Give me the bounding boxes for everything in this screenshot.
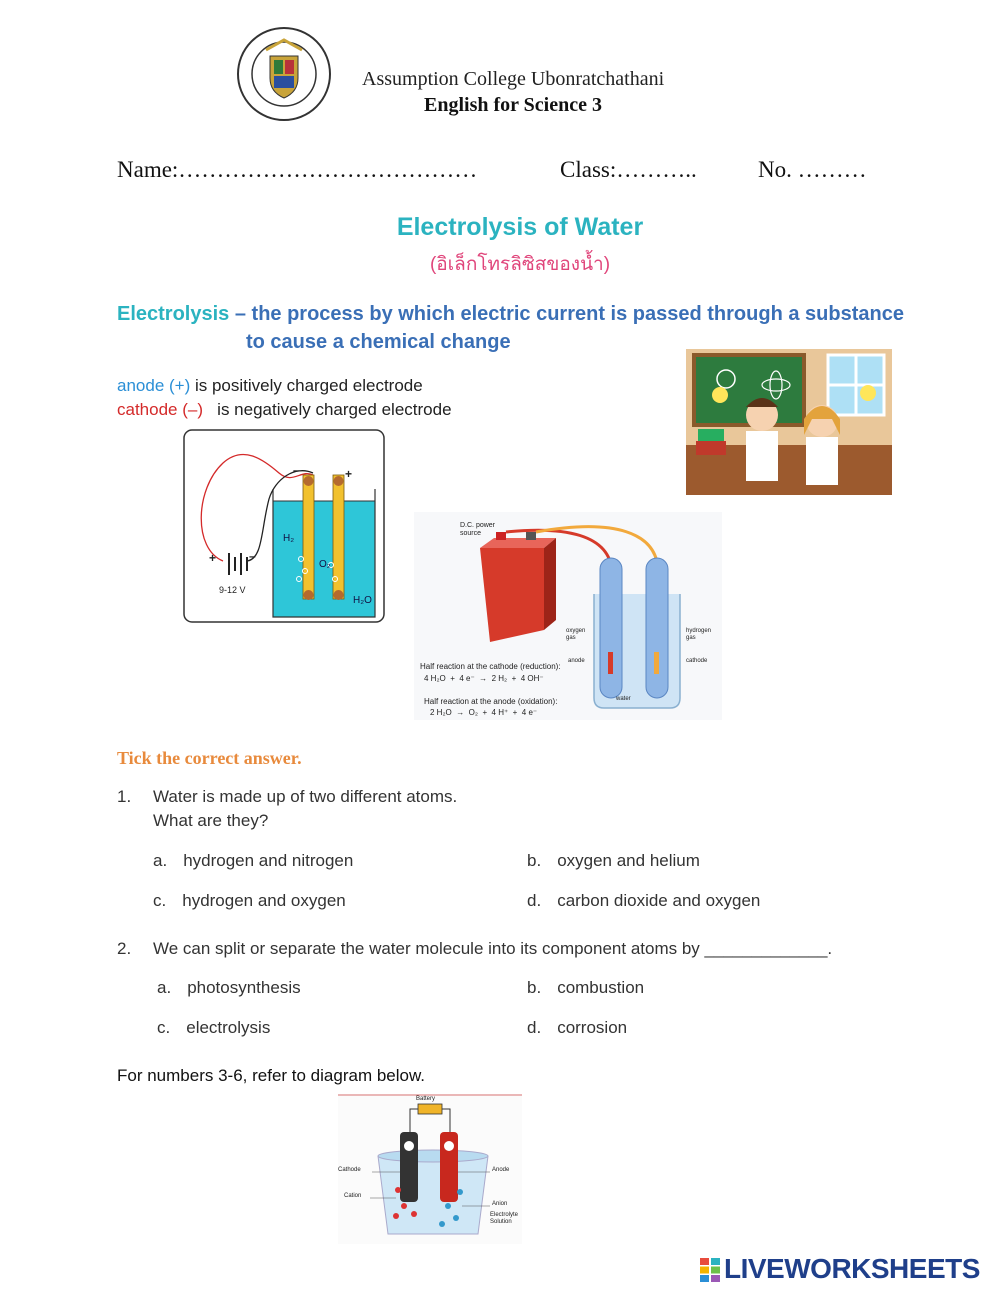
class-field[interactable]: Class:……….. bbox=[560, 157, 697, 182]
anode-label-3: Anode bbox=[492, 1167, 510, 1173]
o2-label: O₂ bbox=[319, 559, 331, 570]
anode-term: anode (+) bbox=[117, 376, 191, 395]
battery-plus-label: + bbox=[209, 551, 217, 565]
anode-half-reaction-title: Half reaction at the anode (oxidation): bbox=[424, 697, 558, 706]
option-letter: a. bbox=[153, 851, 168, 870]
option-text: photosynthesis bbox=[187, 978, 301, 997]
page-title: Electrolysis of Water bbox=[396, 213, 644, 241]
liveworksheets-logo-icon bbox=[700, 1258, 720, 1282]
cathode-desc: is negatively charged electrode bbox=[203, 400, 452, 419]
option-letter: b. bbox=[527, 978, 542, 997]
option-text: combustion bbox=[557, 978, 645, 997]
refer-instruction: For numbers 3-6, refer to diagram below. bbox=[117, 1066, 426, 1085]
instruction: Tick the correct answer. bbox=[117, 748, 302, 768]
option-text: electrolysis bbox=[186, 1018, 271, 1037]
anode-line bbox=[117, 376, 423, 396]
cathode-line bbox=[117, 400, 452, 420]
q2-option-a[interactable] bbox=[157, 978, 301, 998]
negative-electrode-label: – bbox=[293, 463, 300, 477]
school-name: Assumption College Ubonratchathani bbox=[362, 68, 665, 90]
question-1-number: 1. bbox=[117, 787, 132, 806]
voltage-label: 9-12 V bbox=[219, 585, 246, 595]
question-2-number: 2. bbox=[117, 939, 132, 958]
q2-option-c[interactable] bbox=[157, 1018, 270, 1038]
option-text: carbon dioxide and oxygen bbox=[557, 891, 761, 910]
anion-label: Anion bbox=[492, 1201, 508, 1207]
electrolyte-label: Electrolyte Solution bbox=[490, 1212, 519, 1225]
question-1-text: Water is made up of two different atoms. bbox=[153, 787, 458, 806]
battery-label: Battery bbox=[416, 1096, 436, 1102]
option-letter: c. bbox=[157, 1018, 171, 1037]
definition-line-2: to cause a chemical change bbox=[246, 331, 511, 353]
definition-text: – the process by which electric current is passed through a substance bbox=[229, 303, 904, 325]
q1-option-a[interactable] bbox=[153, 851, 353, 871]
option-letter: a. bbox=[157, 978, 172, 997]
question-2-text: We can split or separate the water molecule into its component atoms by _____________. bbox=[153, 939, 833, 958]
h2-label: H₂ bbox=[283, 533, 295, 544]
cathode-half-reaction-title: Half reaction at the cathode (reduction): bbox=[420, 662, 561, 671]
option-text: oxygen and helium bbox=[557, 851, 700, 870]
option-text: hydrogen and nitrogen bbox=[183, 851, 354, 870]
positive-electrode-label: + bbox=[345, 467, 353, 481]
brand-wordmark[interactable]: LIVEWORKSHEETS bbox=[724, 1253, 980, 1284]
q1-option-c[interactable] bbox=[153, 891, 346, 911]
definition-term: Electrolysis bbox=[117, 303, 230, 325]
page-subtitle: (อิเล็กโทรลิซิสของน้ำ) bbox=[429, 254, 611, 275]
q1-option-d[interactable] bbox=[527, 891, 760, 911]
q2-option-d[interactable] bbox=[527, 1018, 627, 1038]
classroom-illustration bbox=[686, 349, 892, 495]
cathode-label-3: Cathode bbox=[338, 1167, 361, 1173]
option-letter: b. bbox=[527, 851, 542, 870]
electrolysis-diagram-simple bbox=[183, 429, 385, 623]
question-1-text-2: What are they? bbox=[153, 811, 269, 830]
q2-option-b[interactable] bbox=[527, 978, 644, 998]
electrolysis-diagram-detailed bbox=[414, 512, 722, 720]
option-letter: c. bbox=[153, 891, 167, 910]
anode-label: anode bbox=[568, 658, 585, 664]
definition-line-1 bbox=[117, 303, 904, 326]
hydrogen-gas-label: hydrogen gas bbox=[686, 628, 712, 641]
battery-minus-label: – bbox=[249, 549, 256, 563]
number-field[interactable]: No. ……… bbox=[758, 157, 867, 182]
option-text: hydrogen and oxygen bbox=[182, 891, 346, 910]
anode-equation: 2 H₂O → O₂ + 4 H⁺ + 4 e⁻ bbox=[430, 708, 538, 717]
option-letter: d. bbox=[527, 891, 542, 910]
option-text: corrosion bbox=[557, 1018, 628, 1037]
cation-label: Cation bbox=[344, 1193, 362, 1199]
h2o-label: H₂O bbox=[353, 595, 372, 606]
cathode-label: cathode bbox=[686, 658, 708, 664]
school-logo bbox=[236, 26, 332, 122]
option-letter: d. bbox=[527, 1018, 542, 1037]
electrolysis-cell-diagram bbox=[338, 1094, 522, 1244]
cathode-equation: 4 H₂O + 4 e⁻ → 2 H₂ + 4 OH⁻ bbox=[424, 674, 544, 683]
course-name: English for Science 3 bbox=[424, 94, 602, 116]
name-field[interactable]: Name:………………………………… bbox=[117, 157, 478, 182]
anode-desc: is positively charged electrode bbox=[190, 376, 423, 395]
power-source-label: D.C. power source bbox=[460, 522, 496, 537]
oxygen-gas-label: oxygen gas bbox=[566, 628, 586, 641]
water-label: water bbox=[616, 696, 631, 702]
q1-option-b[interactable] bbox=[527, 851, 700, 871]
cathode-term: cathode (–) bbox=[117, 400, 203, 419]
